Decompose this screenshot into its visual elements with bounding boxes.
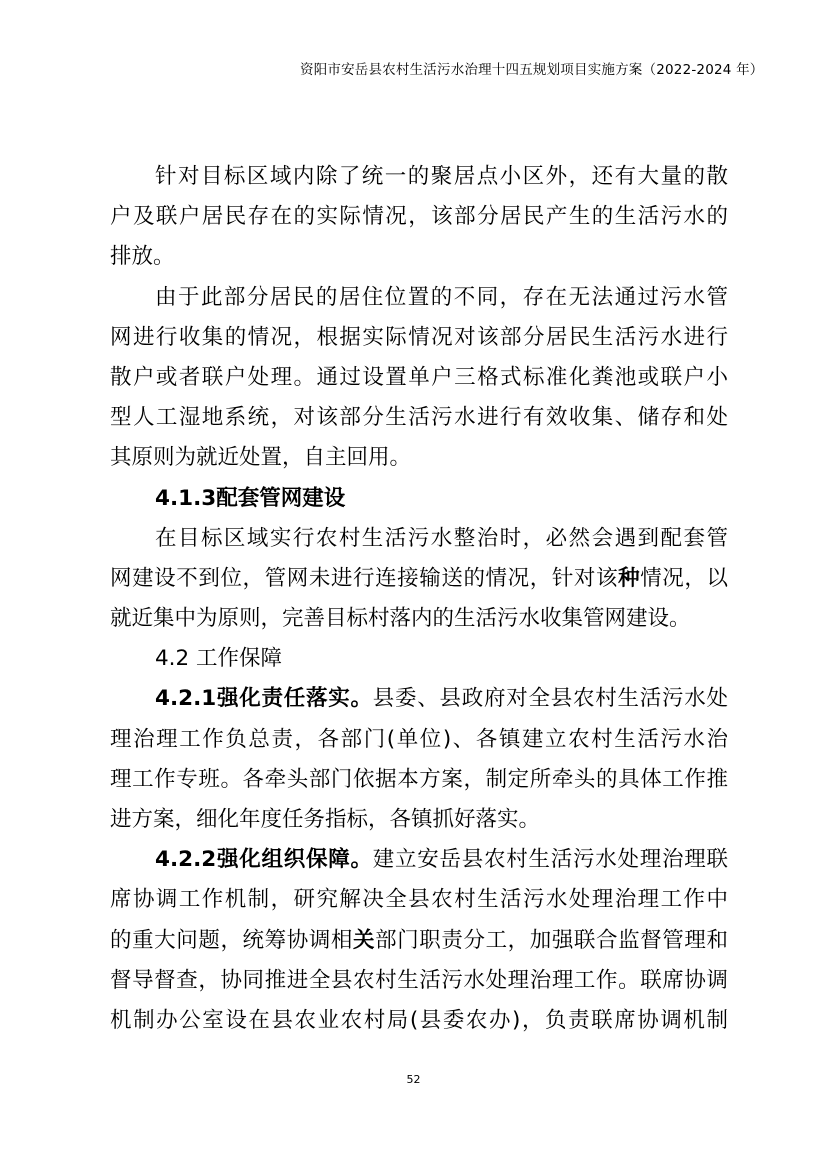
text-line [110,197,728,237]
text-line [110,880,728,920]
text-line [110,479,728,519]
text-line [110,760,728,800]
text-segment: 网建设不到位，管网未进行连接输送的情况，针对该 [110,565,619,591]
text-segment: 情况，以 [640,565,728,591]
text-line [110,961,728,1001]
text-line [110,438,728,478]
text-line [110,800,728,840]
bold-text: 种 [618,565,641,591]
text-line [110,639,728,679]
text-segment: 部门职责分工，加强联合监督管理和 [375,927,728,953]
text-line [110,157,728,197]
bold-text: 4.1.3配套管网建设 [155,485,346,511]
page-number: 52 [406,1073,421,1086]
text-segment: 4.2 工作保障 [155,646,283,672]
text-line [110,840,728,880]
text-segment: 在目标区域实行农村生活污水整治时，必然会遇到配套管 [155,525,728,551]
text-segment: 其原则为就近处置，自主回用。 [110,445,412,471]
text-line [110,559,728,599]
text-segment: 型人工湿地系统，对该部分生活污水进行有效收集、储存和处 [110,405,728,431]
text-segment: 网进行收集的情况，根据实际情况对该部分居民生活污水进行 [110,324,728,350]
text-segment: 散户或者联户处理。通过设置单户三格式标准化粪池或联户小 [110,364,728,390]
text-line [110,358,728,398]
text-line [110,519,728,559]
text-segment: 排放。 [110,244,175,270]
text-segment: 机制办公室设在县农业农村局(县委农办)，负责联席协调机制 [110,1007,728,1033]
text-segment: 由于此部分居民的居住位置的不同，存在无法通过污水管 [155,284,728,310]
text-line [110,398,728,438]
bold-text: 4.2.1强化责任落实。 [155,686,373,712]
text-line [110,720,728,760]
text-line [110,679,728,719]
text-segment: 就近集中为原则，完善目标村落内的生活污水收集管网建设。 [110,606,691,632]
text-segment: 进方案，细化年度任务指标，各镇抓好落实。 [110,807,541,832]
text-line [110,921,728,961]
text-line [110,318,728,358]
running-header: 资阳市安岳县农村生活污水治理十四五规划项目实施方案（2022-2024 年） [300,62,764,78]
text-segment: 针对目标区域内除了统一的聚居点小区外，还有大量的散 [155,164,728,189]
text-segment: 的重大问题，统筹协调相 [110,927,354,953]
text-line [110,599,728,639]
bold-text: 关 [353,927,376,953]
text-segment: 理工作专班。各牵头部门依据本方案，制定所牵头的具体工作推 [110,766,728,792]
text-line [110,278,728,318]
text-segment: 户及联户居民存在的实际情况，该部分居民产生的生活污水的 [110,204,728,230]
text-segment: 席协调工作机制，研究解决全县农村生活污水处理治理工作中 [110,887,728,913]
text-segment: 建立安岳县农村生活污水处理治理联 [372,847,728,873]
text-line [110,1001,728,1041]
text-line [110,237,728,277]
text-segment: 督导督查，协同推进全县农村生活污水处理治理工作。联席协调 [110,967,728,993]
text-segment: 理治理工作负总责，各部门(单位)、各镇建立农村生活污水治 [110,726,728,752]
text-segment: 县委、县政府对全县农村生活污水处 [372,686,728,712]
document-body [110,157,728,1041]
bold-text: 4.2.2强化组织保障。 [155,847,373,873]
